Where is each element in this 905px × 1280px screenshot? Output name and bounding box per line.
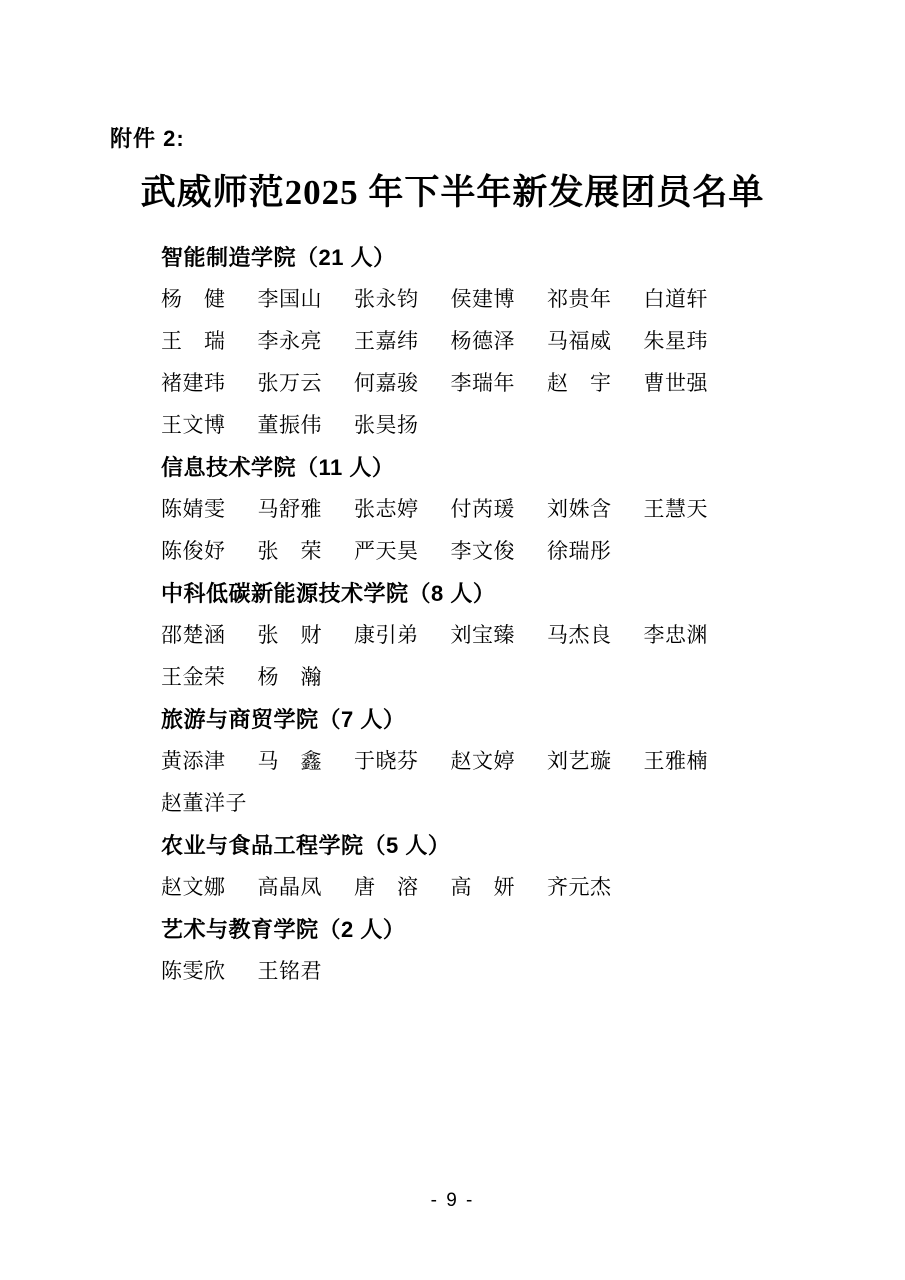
- member-name: 王文博: [161, 414, 226, 437]
- name-row: [161, 873, 761, 903]
- member-name: 马福威: [547, 330, 612, 353]
- member-name: 李忠渊: [643, 624, 708, 647]
- member-name: 马杰良: [547, 624, 612, 647]
- member-name: 杨 健: [161, 288, 226, 311]
- member-name: 付芮瑗: [450, 498, 515, 521]
- member-name: 陈婧雯: [161, 498, 226, 521]
- member-name: 赵董洋子: [161, 792, 247, 815]
- member-name: 刘姝含: [547, 498, 612, 521]
- member-name: 王雅楠: [643, 750, 708, 773]
- member-name: 严天昊: [354, 540, 419, 563]
- name-row: [161, 411, 761, 441]
- member-name: 张昊扬: [354, 414, 419, 437]
- college-section: [161, 831, 761, 903]
- member-name: 刘宝臻: [450, 624, 515, 647]
- member-name: 李文俊: [450, 540, 515, 563]
- sections: [161, 243, 761, 999]
- member-name: 高晶凤: [257, 876, 322, 899]
- member-name: 陈雯欣: [161, 960, 226, 983]
- member-name: 何嘉骏: [354, 372, 419, 395]
- name-row: [161, 369, 761, 399]
- member-name: 杨德泽: [450, 330, 515, 353]
- section-heading: 农业与食品工程学院（5 人）: [161, 833, 451, 858]
- member-name: 王金荣: [161, 666, 226, 689]
- college-section: [161, 915, 761, 987]
- member-name: 马舒雅: [257, 498, 322, 521]
- member-name: 朱星玮: [643, 330, 708, 353]
- member-name: 白道轩: [643, 288, 708, 311]
- member-name: 王 瑞: [161, 330, 226, 353]
- section-heading: 艺术与教育学院（2 人）: [161, 917, 406, 942]
- member-name: 张永钧: [354, 288, 419, 311]
- page-title: 武威师范2025 年下半年新发展团员名单: [140, 173, 765, 212]
- member-name: 唐 溶: [354, 876, 419, 899]
- college-section: [161, 243, 761, 441]
- college-section: [161, 453, 761, 567]
- member-name: 王铭君: [257, 960, 322, 983]
- name-row: [161, 621, 761, 651]
- member-name: 董振伟: [257, 414, 322, 437]
- name-row: [161, 957, 761, 987]
- member-name: 赵 宇: [547, 372, 612, 395]
- member-name: 王嘉纬: [354, 330, 419, 353]
- name-row: [161, 285, 761, 315]
- college-section: [161, 579, 761, 693]
- college-section: [161, 705, 761, 819]
- member-name: 高 妍: [450, 876, 515, 899]
- name-row: [161, 537, 761, 567]
- member-name: 祁贵年: [547, 288, 612, 311]
- member-name: 侯建博: [450, 288, 515, 311]
- name-row: [161, 747, 761, 777]
- member-name: 曹世强: [643, 372, 708, 395]
- member-name: 赵文婷: [450, 750, 515, 773]
- member-name: 于晓芬: [354, 750, 419, 773]
- member-name: 邵楚涵: [161, 624, 226, 647]
- name-row: [161, 327, 761, 357]
- member-name: 李瑞年: [450, 372, 515, 395]
- member-name: 王慧天: [643, 498, 708, 521]
- member-name: 赵文娜: [161, 876, 226, 899]
- attachment-label: 附件 2:: [110, 126, 185, 151]
- member-name: 黄添津: [161, 750, 226, 773]
- member-name: 刘艺璇: [547, 750, 612, 773]
- member-name: 徐瑞彤: [547, 540, 612, 563]
- section-heading: 中科低碳新能源技术学院（8 人）: [161, 581, 496, 606]
- member-name: 张万云: [257, 372, 322, 395]
- section-heading: 旅游与商贸学院（7 人）: [161, 707, 406, 732]
- member-name: 褚建玮: [161, 372, 226, 395]
- name-row: [161, 663, 761, 693]
- name-row: [161, 495, 761, 525]
- member-name: 马 鑫: [257, 750, 322, 773]
- section-heading: 信息技术学院（11 人）: [161, 455, 395, 480]
- member-name: 齐元杰: [547, 876, 612, 899]
- page-number: - 9 -: [430, 1190, 475, 1211]
- member-name: 张 财: [257, 624, 322, 647]
- section-heading: 智能制造学院（21 人）: [161, 245, 396, 270]
- member-name: 康引弟: [354, 624, 419, 647]
- member-name: 杨 瀚: [257, 666, 322, 689]
- member-name: 张 荣: [257, 540, 322, 563]
- member-name: 张志婷: [354, 498, 419, 521]
- member-name: 李永亮: [257, 330, 322, 353]
- member-name: 李国山: [257, 288, 322, 311]
- member-name: 陈俊妤: [161, 540, 226, 563]
- name-row: [161, 789, 761, 819]
